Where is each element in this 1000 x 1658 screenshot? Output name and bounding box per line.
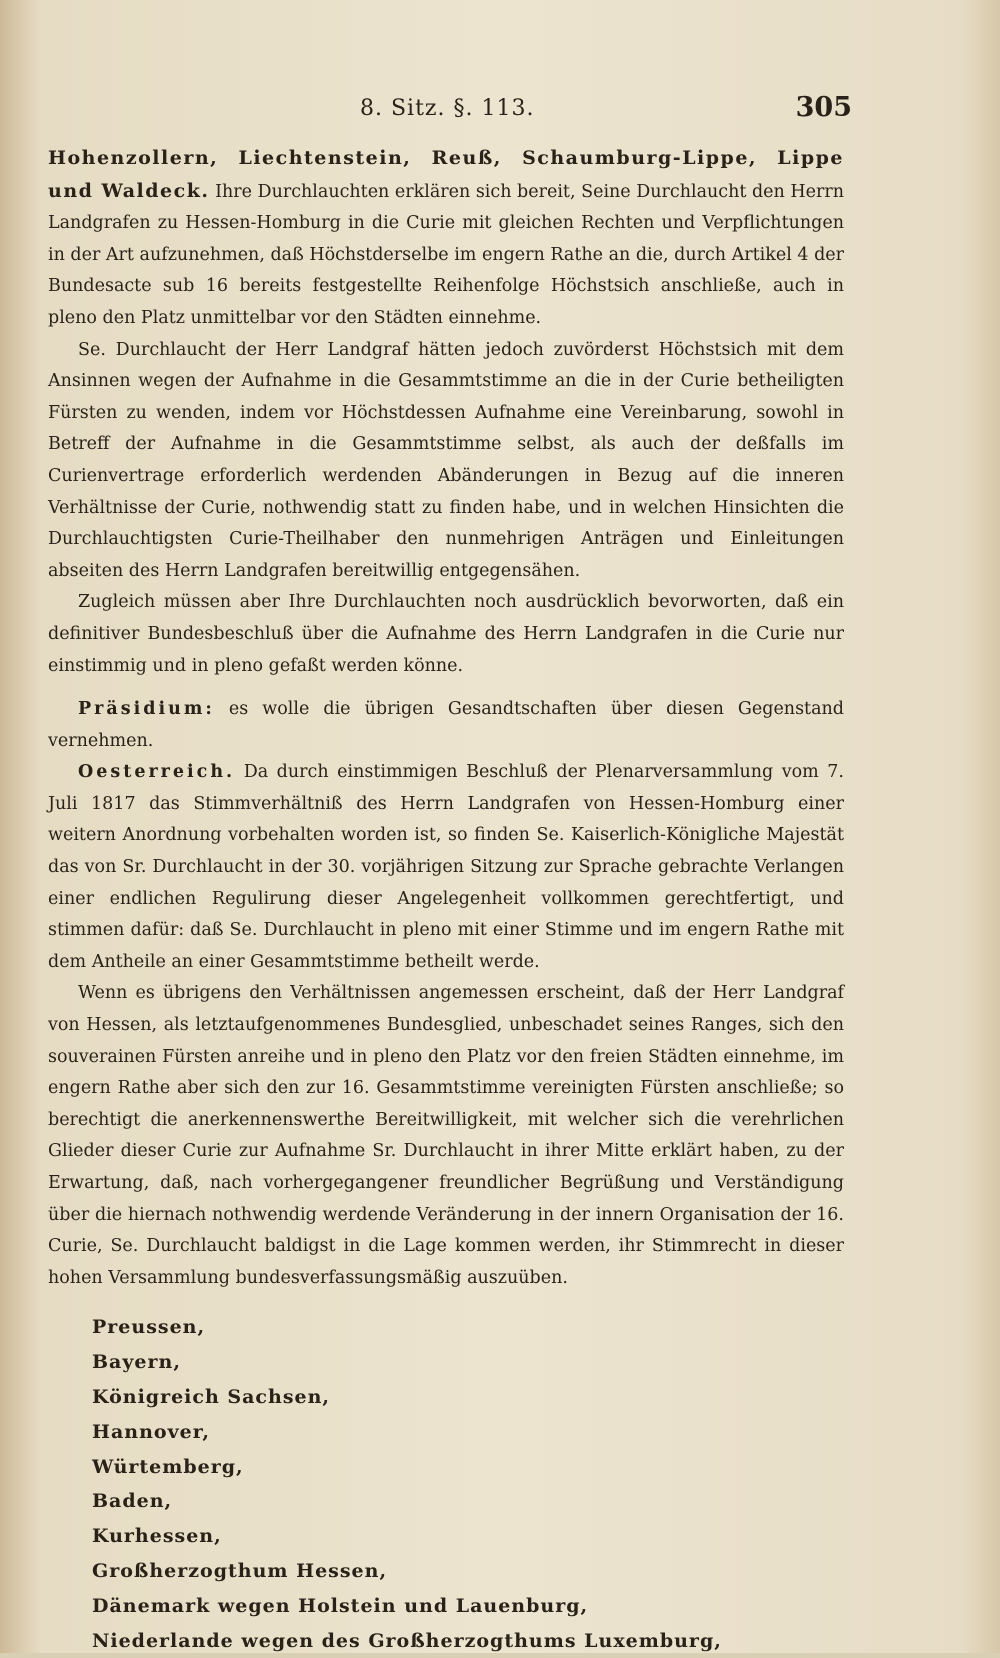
list-item: Würtemberg, xyxy=(92,1455,244,1478)
paragraph-text: Ihre Durchlauchten erklären sich bereit, Seine Durchlaucht den Herrn Landgrafen zu Hessen-Homburg in die Curie mit gleichen Rechten und Verpflichtungen in der Art aufzunehmen, daß Höchstderselbe im engern Rathe an die, durch Artikel 4 der Bundesacte sub 16 bereits festgestellte Reihenfolge Höchstsich anschließe, auch in pleno den Platz unmittelbar vor den Städten einnehme. xyxy=(48,181,844,328)
paragraph-oesterreich xyxy=(48,757,844,978)
paragraph-wenn: Wenn es übrigens den Verhältnissen angemessen erscheint, daß der Herr Landgraf von Hessen, als letztaufgenommenes Bundesglied, unbeschadet seines Ranges, sich den souverainen Fürsten anreihe und in pleno den Platz vor den freien Städten einnehme, im engern Rathe aber sich den zur 16. Gesammtstimme vereinigten Fürsten anschließe; so berechtigt die anerkennenswerthe Bereitwilligkeit, mit welcher sich die verehrlichen Glieder dieser Curie zur Aufnahme Sr. Durchlaucht in ihrer Mitte erklärt haben, zu der Erwartung, daß, nach vorhergegangener freundlicher Begrüßung und Verständigung über die hiernach nothwendig werdende Veränderung in der innern Organisation der 16. Curie, Se. Durchlaucht baldigst in die Lage kommen werden, ihr Stimmrecht in dieser hohen Versammlung bundesverfassungsmäßig auszuüben. xyxy=(48,983,844,1288)
paragraph-zugleich: Zugleich müssen aber Ihre Durchlauchten noch ausdrücklich bevorworten, daß ein definitiver Bundesbeschluß über die Aufnahme des Herrn Landgrafen in die Curie nur einstimmig und in pleno gefaßt werden könne. xyxy=(48,592,844,676)
list-item: Preussen, xyxy=(92,1316,206,1339)
running-head: 8. Sitz. §. 113. xyxy=(360,96,535,121)
list-item: Niederlande wegen des Großherzogthums Luxemburg, xyxy=(92,1629,722,1652)
list-item: Bayern, xyxy=(92,1351,181,1374)
speaker-label: Oesterreich. xyxy=(78,762,236,783)
paragraph-landgraf: Se. Durchlaucht der Herr Landgraf hätten jedoch zuvörderst Höchstsich mit dem Ansinnen wegen der Aufnahme in die Gesammtstimme an die in der Curie betheiligten Fürsten zu wenden, indem vor Höchstdessen Aufnahme eine Vereinbarung, sowohl in Betreff der Aufnahme in die Gesammtstimme selbst, als auch der deßfalls im Curienvertrage erforderlich werdenden Abänderungen in Bezug auf die inneren Verhältnisse der Curie, nothwendig statt zu finden habe, und in welchen Hinsichten die Durchlauchtigsten Curie-Theilhaber den nunmehrigen Anträgen und Einleitungen abseiten des Herrn Landgrafen bereitwillig entgegensähen. xyxy=(48,339,844,581)
paragraph-text: es wolle die übrigen Gesandtschaften über diesen Gegenstand vernehmen. xyxy=(48,699,844,751)
paragraph-heading: Hohenzollern, Liechtenstein, Reuß, Schaumburg-Lippe, Lippe und Waldeck. xyxy=(48,147,844,202)
list-item: Kurhessen, xyxy=(92,1525,222,1548)
paragraph-hohenzollern xyxy=(48,143,844,335)
list-item: Königreich Sachsen, xyxy=(92,1385,331,1408)
paragraph-praesidium xyxy=(48,694,844,757)
list-item: Hannover, xyxy=(92,1420,210,1443)
page-number: 305 xyxy=(795,92,852,123)
state-list xyxy=(92,1310,844,1658)
page-header xyxy=(0,92,1000,132)
list-item: Baden, xyxy=(92,1490,173,1513)
list-item: Großherzogthum Hessen, xyxy=(92,1559,388,1582)
page-body xyxy=(48,143,844,1658)
paragraph-text: Da durch einstimmigen Beschluß der Plenarversammlung vom 7. Juli 1817 das Stimmverhältniß des Herrn Landgrafen von Hessen-Homburg einer weitern Anordnung vorbehalten worden ist, so finden Se. Kaiserlich-Königliche Majestät das von Sr. Durchlaucht in der 30. vorjährigen Sitzung zur Sprache gebrachte Verlangen einer endlichen Regulirung dieser Angelegenheit vollkommen gerechtfertigt, und stimmen dafür: daß Se. Durchlaucht in pleno mit einer Stimme und im engern Rathe mit dem Antheile an einer Gesammtstimme betheilt werde. xyxy=(48,762,844,972)
speaker-label: Präsidium: xyxy=(78,699,215,720)
list-item: Dänemark wegen Holstein und Lauenburg, xyxy=(92,1594,589,1617)
